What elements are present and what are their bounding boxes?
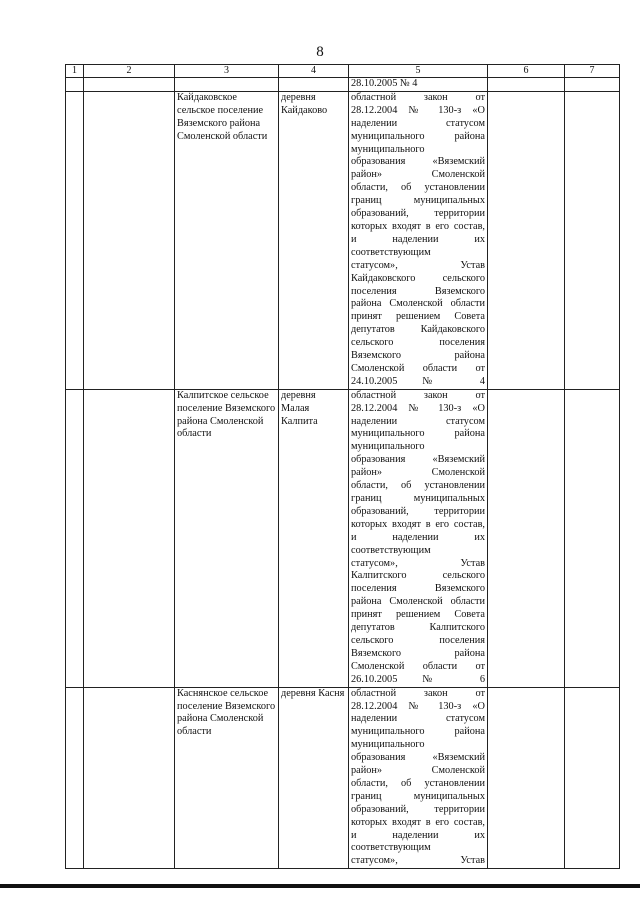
law-line: границ муниципальных [351,493,485,504]
col-7-cell [565,687,620,869]
law-line: района Смоленской области [351,298,485,310]
law-line: статусом», Устав [351,259,485,271]
law-tail: 28.10.2005 № 4 [349,78,488,92]
law-line: которых входят в его состав, [351,518,485,530]
law-line: муниципального района [351,428,485,440]
law-line: Калпитского сельского [351,570,485,582]
law-line: сельского поселения [351,634,485,646]
law-line: наделении статусом [351,415,485,427]
page-number: 8 [316,44,324,60]
law-line: границ муниципальных [351,790,485,802]
law-line: депутатов Калпитского [351,622,485,634]
law-line: поселения Вяземского [351,285,485,297]
law-line: Смоленской области от [351,362,485,374]
law-line: муниципального района [351,726,485,738]
law-basis [349,389,488,687]
col-1-cell [66,91,84,389]
bottom-rule [0,884,640,888]
law-line: Смоленской области от [351,660,485,672]
law-line: муниципального [351,441,425,453]
settlement-name: Кайдаковское сельское поселение Вяземского района Смоленской области [175,91,279,389]
law-line: сельского поселения [351,337,485,349]
law-line: 28.12.2004 № 130-з «О [351,104,485,116]
law-line: муниципального района [351,130,485,142]
col-1-cell [66,687,84,869]
law-line: депутатов Кайдаковского [351,324,485,336]
law-line: и наделении их [351,233,485,245]
col-2-cell [84,91,175,389]
law-line: которых входят в его состав, [351,816,485,828]
law-line: области, об установлении [351,777,485,789]
law-line: образований, территории [351,208,485,220]
law-line: областной закон от [351,91,485,103]
settlements-table [65,64,620,869]
law-line: 26.10.2005 № 6 [351,673,485,685]
header-col-5: 5 [349,65,488,78]
law-basis [349,91,488,389]
col-1-cell [66,389,84,687]
law-line: и наделении их [351,829,485,841]
law-line: границ муниципальных [351,195,485,207]
law-line: наделении статусом [351,713,485,725]
law-line: 24.10.2005 № 4 [351,375,485,387]
header-col-2: 2 [84,65,175,78]
law-line: образования «Вяземский [351,454,485,466]
law-line: район» Смоленской [351,169,485,181]
law-line: муниципального [351,143,425,155]
law-line: принят решением Совета [351,311,485,323]
law-line: области, об установлении [351,182,485,194]
table-row [66,91,620,389]
col-7-cell [565,91,620,389]
law-line: 28.12.2004 № 130-з «О [351,700,485,712]
table-row [66,389,620,687]
law-line: район» Смоленской [351,467,485,479]
law-line: образования «Вяземский [351,752,485,764]
law-line: соответствующим [351,842,431,854]
law-line: статусом», Устав [351,855,485,867]
law-line: 28.12.2004 № 130-з «О [351,402,485,414]
col-6-cell [488,687,565,869]
continuation-row [66,78,620,92]
header-col-6: 6 [488,65,565,78]
law-line: Вяземского района [351,647,485,659]
col-2-cell [84,687,175,869]
header-col-4: 4 [279,65,349,78]
settlement-name: Калпитское сельское поселение Вяземского района Смоленской области [175,389,279,687]
law-line: соответствующим [351,544,431,556]
law-line: района Смоленской области [351,596,485,608]
law-line: муниципального [351,739,425,751]
law-line: образования «Вяземский [351,156,485,168]
law-line: которых входят в его состав, [351,220,485,232]
law-line: наделении статусом [351,117,485,129]
admin-center: деревня Кайдаково [279,91,349,389]
header-col-3: 3 [175,65,279,78]
law-line: образований, территории [351,505,485,517]
law-line: соответствующим [351,246,431,258]
law-basis [349,687,488,869]
col-6-cell [488,91,565,389]
law-line: принят решением Совета [351,609,485,621]
table-row [66,687,620,869]
law-line: области, об установлении [351,480,485,492]
law-line: район» Смоленской [351,765,485,777]
header-col-1: 1 [66,65,84,78]
settlement-name: Каснянское сельское поселение Вяземского района Смоленской области [175,687,279,869]
law-line: статусом», Устав [351,557,485,569]
admin-center: деревня Касня [279,687,349,869]
law-line: областной закон от [351,687,485,699]
header-row [66,65,620,78]
law-line: поселения Вяземского [351,583,485,595]
col-7-cell [565,389,620,687]
col-6-cell [488,389,565,687]
law-line: Кайдаковского сельского [351,272,485,284]
law-line: образований, территории [351,803,485,815]
law-line: областной закон от [351,389,485,401]
law-line: Вяземского района [351,350,485,362]
header-col-7: 7 [565,65,620,78]
col-2-cell [84,389,175,687]
law-line: и наделении их [351,531,485,543]
admin-center: деревня Малая Калпита [279,389,349,687]
